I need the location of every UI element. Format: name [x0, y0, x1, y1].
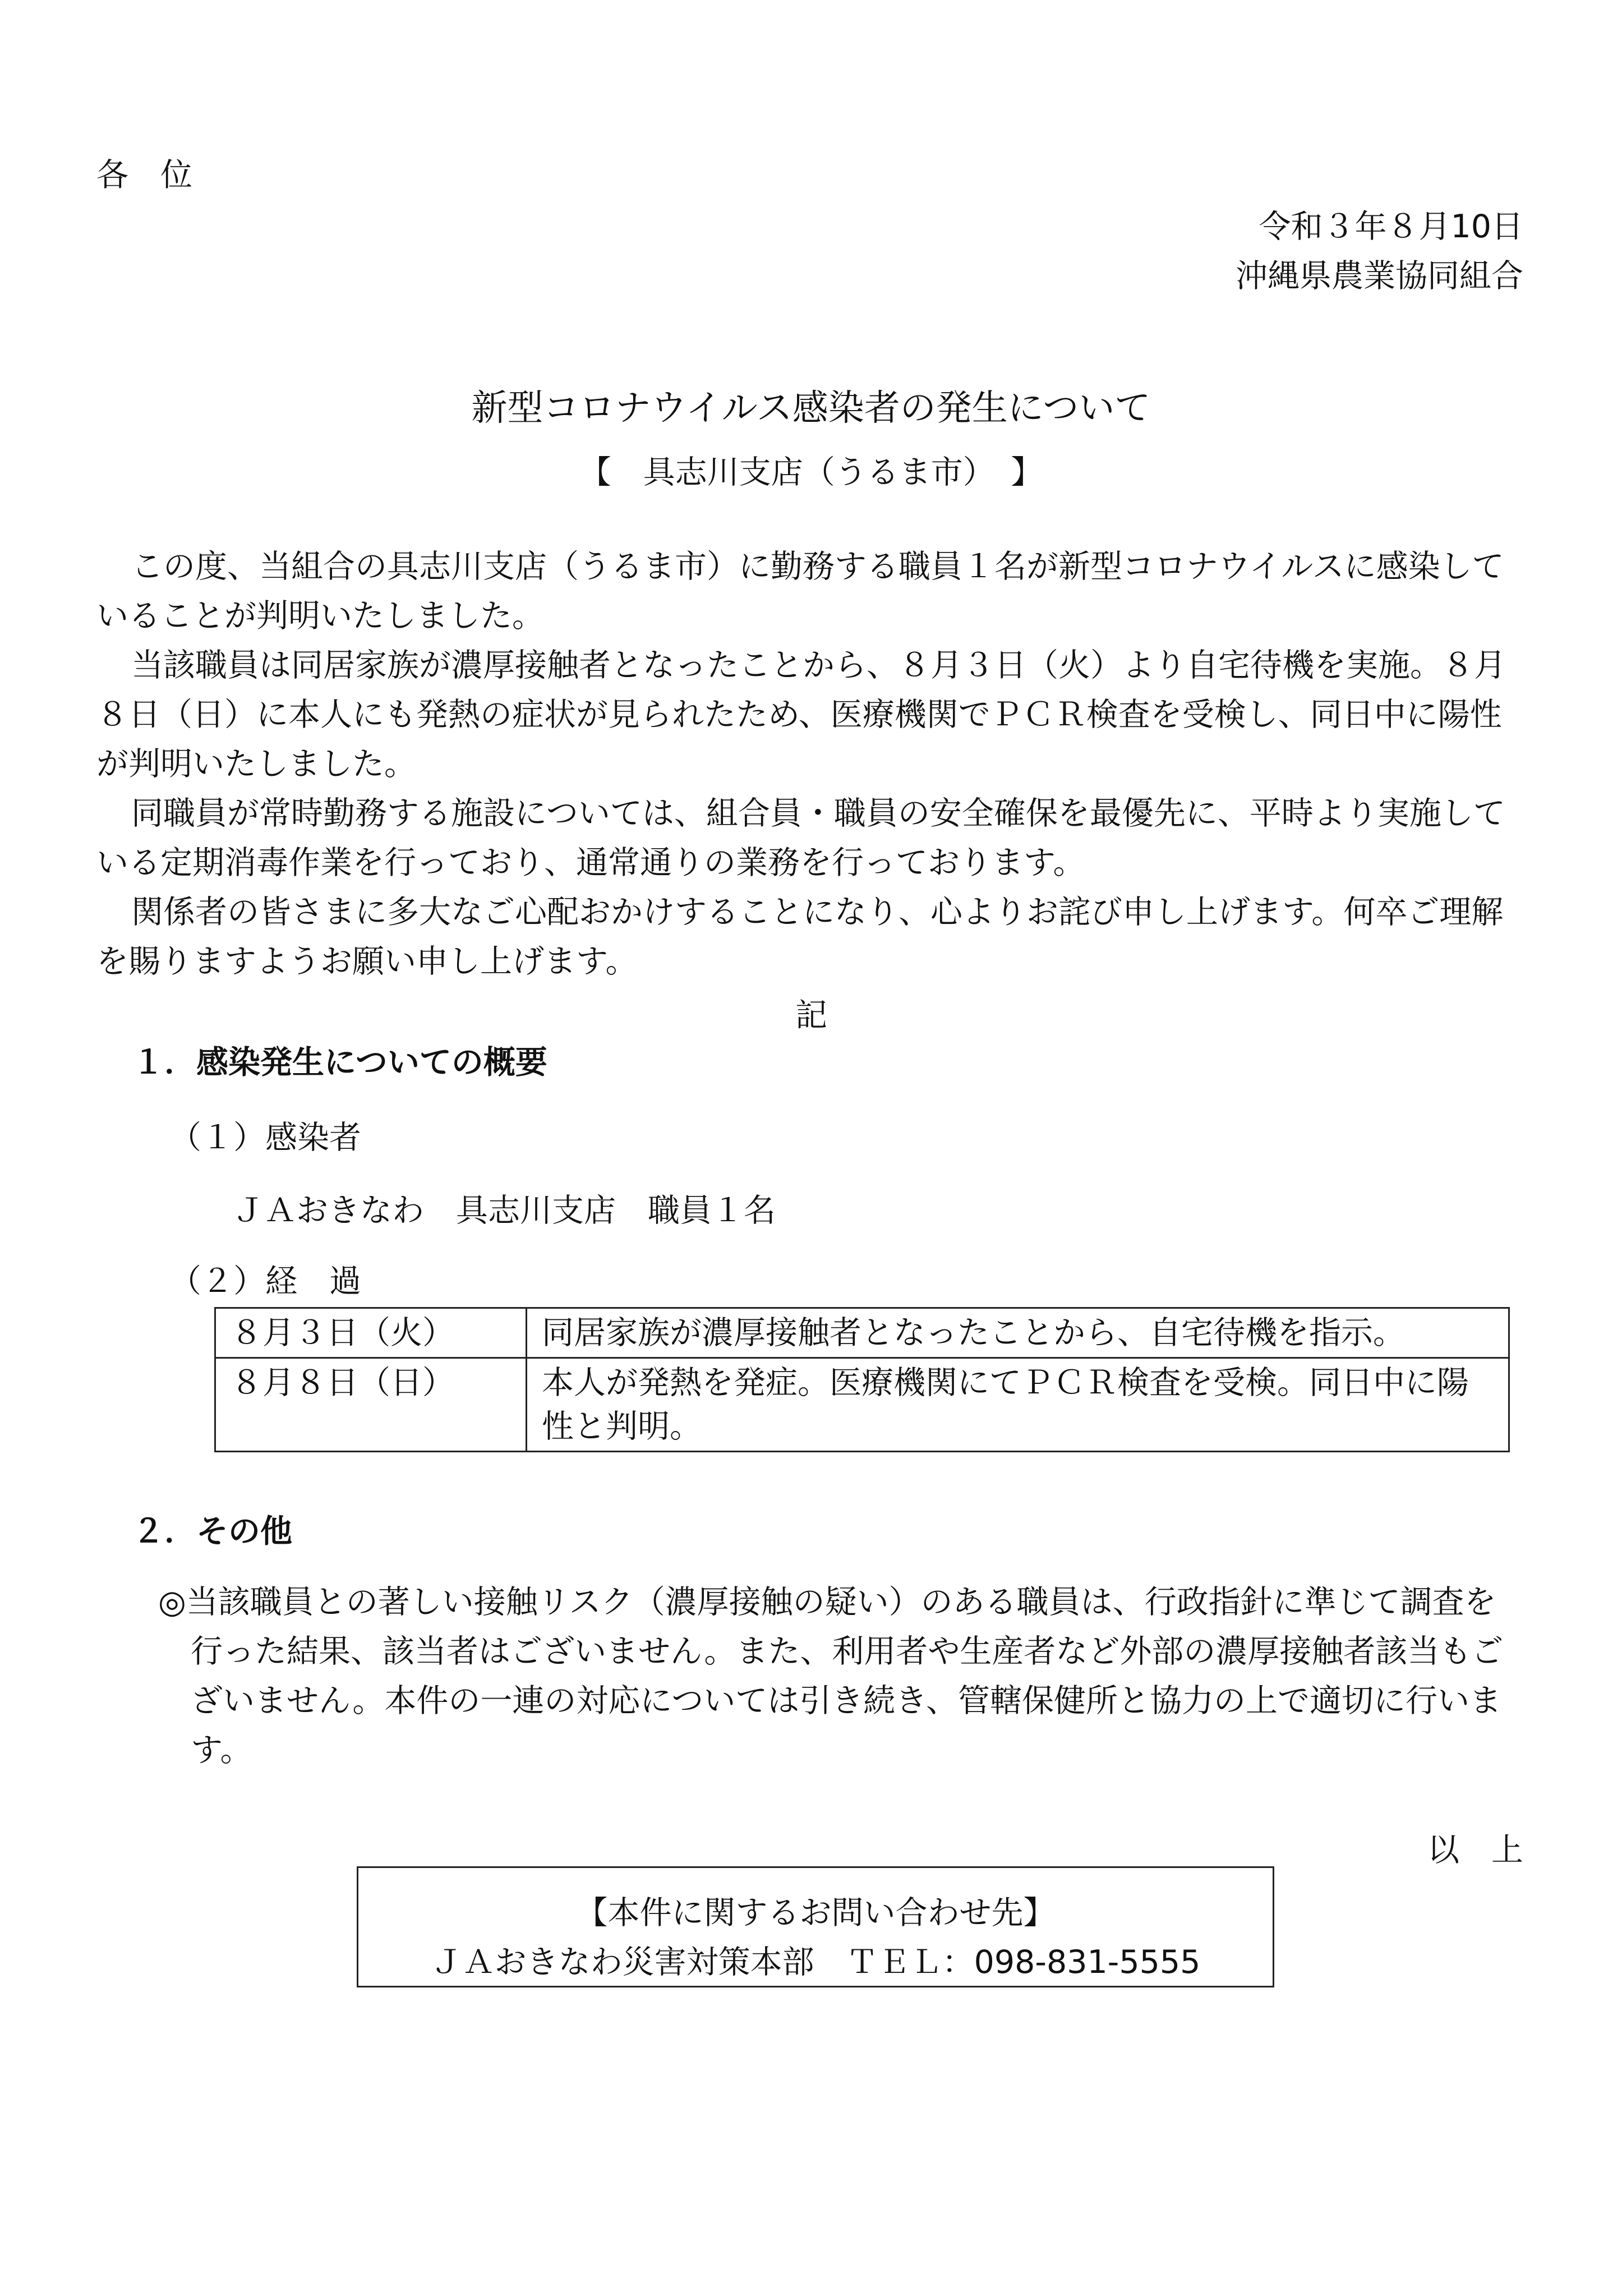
table-row — [215, 1308, 1509, 1358]
section2-heading: ２．その他 — [132, 1513, 292, 1550]
contact-heading: 【本件に関するお問い合わせ先】 — [575, 1894, 1056, 1931]
document-subtitle: 【 具志川支店（うるま市） 】 — [579, 454, 1043, 491]
body-paragraph-3: 同職員が常時勤務する施設については、組合員・職員の安全確保を最優先に、平時より実施している定期消毒作業を行っており、通常通りの業務を行っております。 — [96, 795, 1505, 881]
section1-heading: １．感染発生についての概要 — [132, 1044, 547, 1081]
organization-name: 沖縄県農業協同組合 — [1236, 257, 1523, 295]
note-first-line: ◎当該職員との著しい接触リスク（濃厚接触の疑い）のある職員は、行政指針に準じて調査を — [158, 1584, 1496, 1621]
issue-date: 令和３年８月10日 — [1259, 208, 1523, 245]
body-paragraph-1: この度、当組合の具志川支店（うるま市）に勤務する職員１名が新型コロナウイルスに感染していることが判明いたしました。 — [96, 548, 1504, 634]
ki-marker: 記 — [795, 997, 827, 1034]
timeline-event: 本人が発熱を発症。医療機関にてＰＣＲ検査を受検。同日中に陽性と判明。 — [527, 1358, 1509, 1452]
body-paragraph-2: 当該職員は同居家族が濃厚接触者となったことから、８月３日（火）より自宅待機を実施。８月８日（日）に本人にも発熱の症状が見られたため、医療機関でＰＣＲ検査を受検し、同日中に陽性が判明いたしました。 — [96, 647, 1506, 783]
note-continuation: 行った結果、該当者はございません。また、利用者や生産者など外部の濃厚接触者該当もございません。本件の一連の対応については引き続き、管轄保健所と協力の上で適切に行います。 — [191, 1633, 1504, 1769]
contact-box — [357, 1866, 1274, 1987]
timeline-label: （２）経 過 — [169, 1263, 361, 1300]
contact-line: ＪＡおきなわ災害対策本部 ＴＥＬ：098-831-5555 — [430, 1944, 1201, 1981]
other-note — [158, 1577, 1532, 1775]
announcement-body — [96, 542, 1532, 986]
table-row — [215, 1358, 1509, 1452]
document-title: 新型コロナウイルス感染者の発生について — [471, 388, 1151, 429]
infected-label: （１）感染者 — [169, 1119, 361, 1156]
timeline-date: ８月８日（日） — [215, 1358, 527, 1452]
timeline-date: ８月３日（火） — [215, 1308, 527, 1358]
body-paragraph-4: 関係者の皆さまに多大なご心配おかけすることになり、心よりお詫び申し上げます。何卒ご理解を賜りますようお願い申し上げます。 — [96, 894, 1504, 980]
timeline-event: 同居家族が濃厚接触者となったことから、自宅待機を指示。 — [527, 1308, 1509, 1358]
addressee: 各 位 — [96, 157, 192, 194]
closing-mark: 以 上 — [1427, 1832, 1523, 1869]
infected-person: ＪＡおきなわ 具志川支店 職員１名 — [232, 1192, 776, 1229]
timeline-table — [214, 1307, 1510, 1452]
